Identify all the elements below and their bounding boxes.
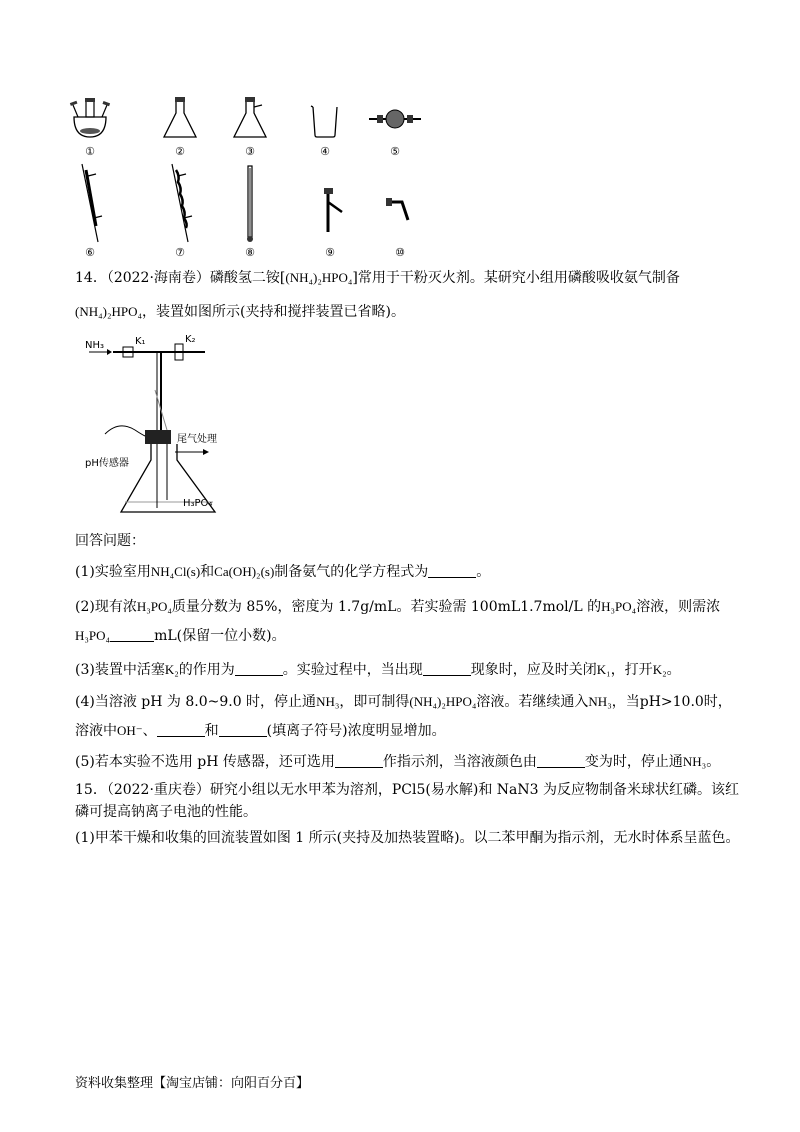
diagram-nh3-label: NH₃ — [85, 340, 105, 351]
footer-source: 资料收集整理【淘宝店铺：向阳百分百】 — [75, 1076, 310, 1091]
q14-line-2: (NH₄)₂HPO₄，装置如图所示(夹持和搅拌装置已省略)。 — [75, 304, 405, 320]
conical-flask-with-stopper — [150, 95, 210, 158]
diagram-ph-sensor-label: pH传感器 — [85, 458, 129, 469]
diagram-k1-label: K₁ — [135, 336, 146, 347]
q15-line-3: (1)甲苯干燥和收集的回流装置如图 1 所示(夹持及加热装置略)。以二苯甲酮为指示剂，无水时体系呈蓝色。 — [75, 830, 740, 846]
q14-part-3: (3)装置中活塞K₂的作用为 。实验过程中，当出现 现象时，应及时关闭K₁，打开K₂。 — [75, 662, 681, 678]
label-10: ⑩ — [395, 246, 405, 259]
q14-part-4-cont: 溶液中OH⁻、 和 (填离子符号)浓度明显增加。 — [75, 723, 446, 739]
bulb-condenser — [150, 162, 210, 259]
drying-tube — [365, 95, 425, 158]
diagram-h3po4-label: H₃PO₄ — [183, 498, 213, 509]
answer-blank[interactable] — [235, 661, 283, 676]
label-3: ③ — [245, 145, 255, 158]
thermometer — [220, 162, 280, 259]
q15-line-2: 磷可提高钠离子电池的性能。 — [75, 804, 257, 820]
apparatus-diagram — [85, 330, 285, 520]
suction-flask — [220, 95, 280, 158]
answer-blank[interactable] — [219, 722, 267, 737]
q14-line-1: 14．（2022·海南卷）磷酸氢二铵[(NH₄)₂HPO₄]常用于干粉灭火剂。某研究小组用磷酸吸收氨气制备 — [75, 270, 680, 286]
answer-blank[interactable] — [428, 563, 476, 578]
answer-blank[interactable] — [157, 722, 205, 737]
distillation-head — [300, 162, 360, 259]
three-neck-flask — [60, 95, 120, 158]
bent-adapter — [370, 162, 430, 259]
label-5: ⑤ — [390, 145, 400, 158]
q14-part-5: (5)若本实验不选用 pH 传感器，还可选用 作指示剂，当溶液颜色由 变为时，停止通NH₃。 — [75, 754, 721, 770]
label-4: ④ — [320, 145, 330, 158]
label-6: ⑥ — [85, 246, 95, 259]
apparatus-row-1 — [60, 95, 480, 158]
label-8: ⑧ — [245, 246, 255, 259]
label-9: ⑨ — [325, 246, 335, 259]
label-7: ⑦ — [175, 246, 185, 259]
answer-blank[interactable] — [423, 661, 471, 676]
q14-part-2: (2)现有浓H₃PO₄质量分数为 85%，密度为 1.7g/mL。若实验需 100mL1.7mol/L 的H₃PO₄溶液，则需浓 — [75, 599, 721, 615]
diagram-tail-gas-label: 尾气处理 — [177, 434, 217, 445]
q14-part-1: (1)实验室用NH₄Cl(s)和Ca(OH)₂(s)制备氨气的化学方程式为 。 — [75, 564, 491, 580]
answer-prompt: 回答问题： — [75, 533, 145, 549]
q14-part-2-cont: H₃PO₄ mL(保留一位小数)。 — [75, 628, 286, 644]
answer-blank[interactable] — [335, 753, 383, 768]
answer-blank[interactable] — [110, 627, 154, 642]
beaker — [295, 95, 355, 158]
q14-part-4: (4)当溶液 pH 为 8.0~9.0 时，停止通NH₃，即可制得(NH₄)₂HPO₄溶液。若继续通入NH₃，当pH>10.0时， — [75, 694, 732, 710]
apparatus-row-2 — [60, 162, 480, 257]
straight-condenser — [60, 162, 120, 259]
label-1: ① — [85, 145, 95, 158]
q15-line-1: 15．（2022·重庆卷）研究小组以无水甲苯为溶剂，PCl5(易水解)和 NaN3 为反应物制备米球状红磷。该红 — [75, 782, 739, 798]
diagram-k2-label: K₂ — [185, 334, 196, 345]
answer-blank[interactable] — [537, 753, 585, 768]
label-2: ② — [175, 145, 185, 158]
